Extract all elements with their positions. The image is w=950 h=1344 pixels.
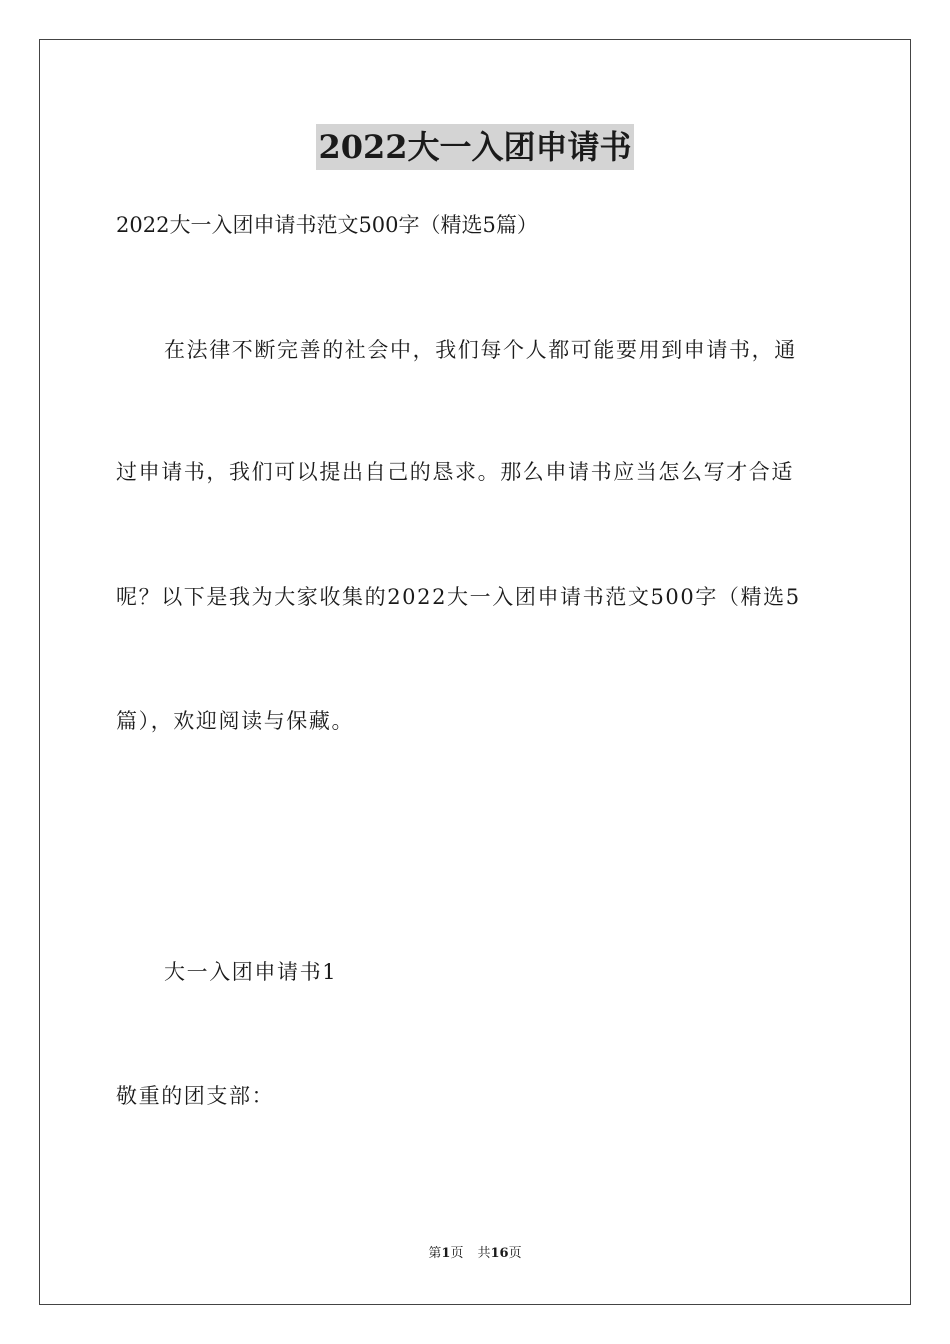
section-heading: 大一入团申请书1 [164, 960, 338, 984]
intro-line-1: 在法律不断完善的社会中，我们每个人都可能要用到申请书，通 [164, 338, 797, 362]
document-subtitle: 2022大一入团申请书范文500字（精选5篇） [116, 213, 538, 237]
title-container [0, 124, 950, 170]
intro-line-2: 过申请书，我们可以提出自己的恳求。那么申请书应当怎么写才合适 [116, 460, 794, 484]
total-suffix: 页 [508, 1246, 522, 1261]
total-prefix: 共 [477, 1246, 491, 1261]
intro-line-3: 呢？以下是我为大家收集的2022大一入团申请书范文500字（精选5 [116, 585, 801, 609]
intro-line-4: 篇），欢迎阅读与保藏。 [116, 709, 355, 733]
page-prefix: 第 [428, 1246, 442, 1261]
page-number: 1 [441, 1246, 451, 1261]
page-suffix: 页 [450, 1246, 464, 1261]
total-pages: 16 [490, 1246, 509, 1261]
page-footer [0, 1245, 950, 1263]
salutation: 敬重的团支部： [116, 1084, 275, 1108]
document-title: 2022大一入团申请书 [316, 124, 633, 170]
